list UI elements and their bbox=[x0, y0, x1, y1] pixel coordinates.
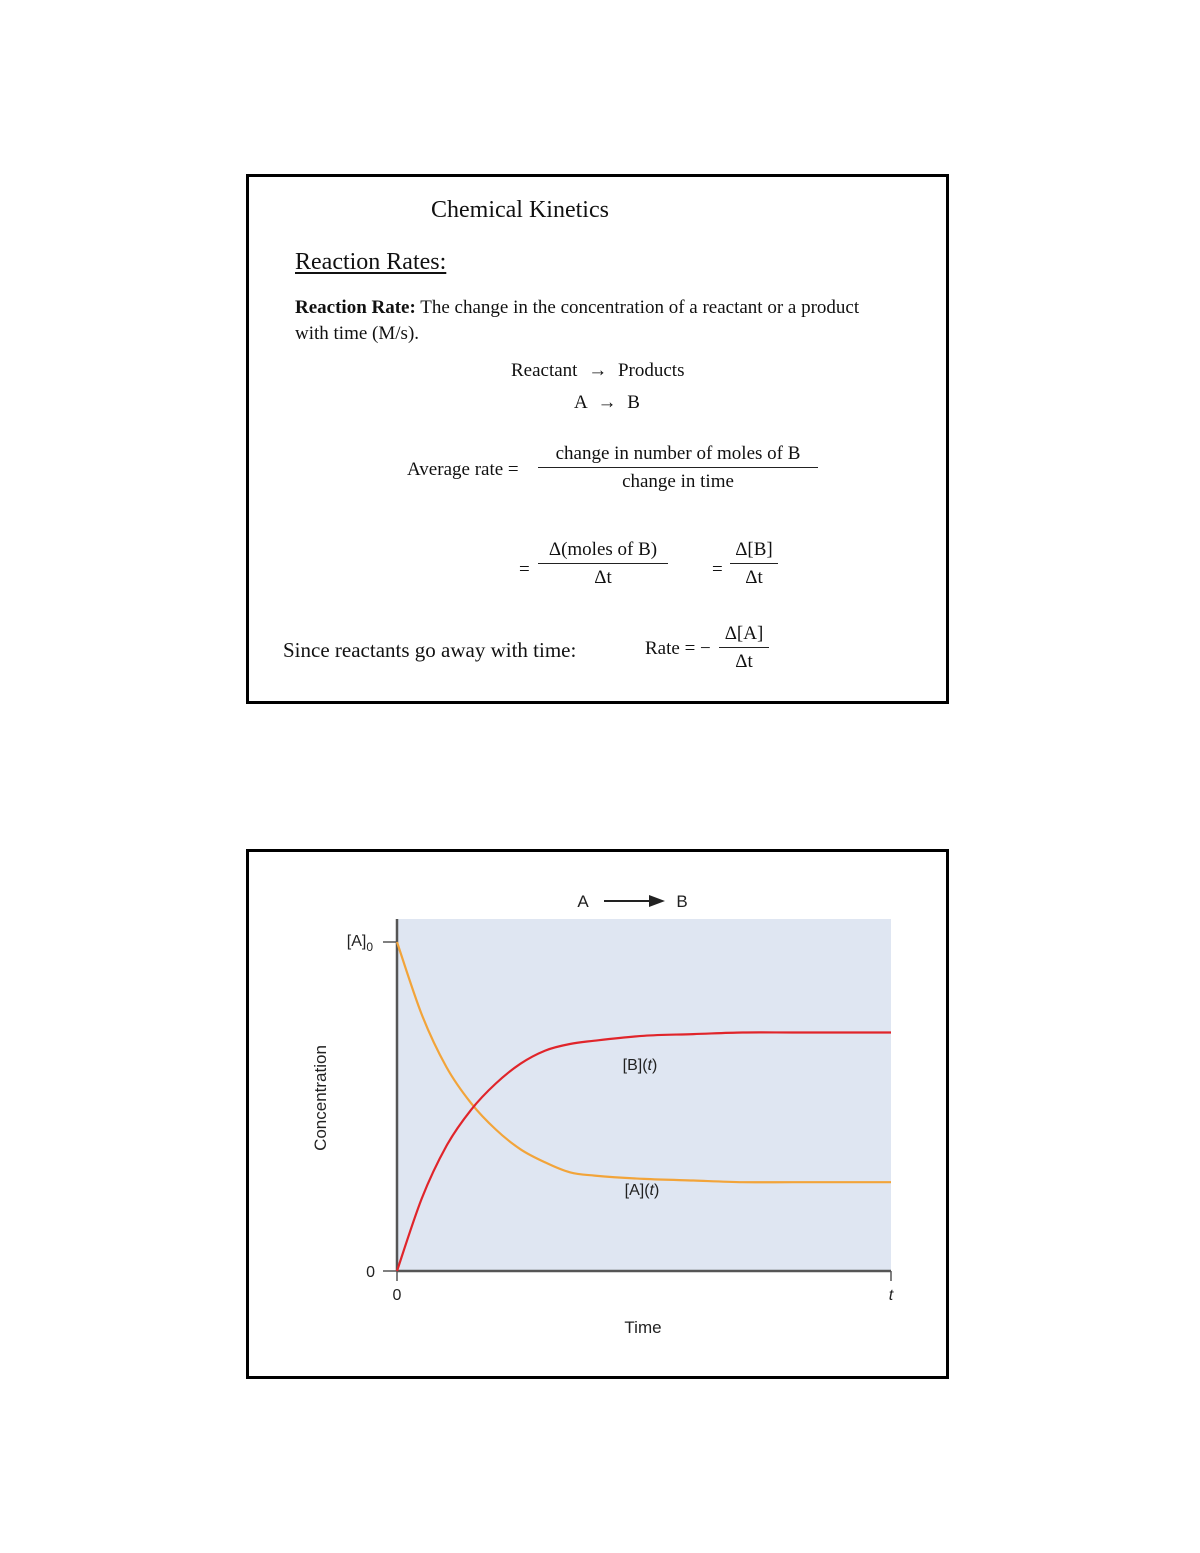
x-tick-label-end: t bbox=[888, 1287, 894, 1304]
chart-title-arrow-icon bbox=[604, 895, 665, 907]
definition-text: The change in the concentration of a reactant or a product with time (M/s). bbox=[295, 297, 860, 344]
chart-title-left: A bbox=[577, 892, 589, 911]
equation-words bbox=[511, 360, 684, 382]
delta-moles-numerator: Δ(moles of B) bbox=[538, 539, 668, 564]
since-reactants-text: Since reactants go away with time: bbox=[283, 638, 577, 662]
rate-label: Rate = − bbox=[645, 638, 711, 659]
products-word: Products bbox=[617, 360, 685, 381]
reactant-word: Reactant bbox=[511, 360, 578, 381]
rate-denominator: Δt bbox=[735, 651, 753, 672]
plot-area bbox=[397, 919, 891, 1271]
series-b-label: [B](t) bbox=[622, 1057, 658, 1074]
equation-symbols bbox=[574, 392, 640, 414]
equals-sign: = bbox=[712, 559, 723, 580]
average-rate-denominator: change in time bbox=[622, 471, 734, 492]
x-axis-title: Time bbox=[624, 1318, 662, 1337]
slide-concentration-chart bbox=[246, 849, 949, 1379]
symbol-a: A bbox=[574, 392, 587, 413]
average-rate-label: Average rate = bbox=[407, 459, 519, 480]
average-rate-fraction bbox=[538, 443, 818, 493]
delta-moles-fraction bbox=[538, 539, 668, 589]
y-axis-title: Concentration bbox=[311, 1045, 330, 1151]
slide-reaction-rates bbox=[246, 174, 949, 704]
delta-conc-denominator: Δt bbox=[745, 567, 763, 588]
delta-conc-fraction bbox=[730, 539, 778, 589]
arrow-icon: → bbox=[588, 360, 608, 381]
definition-paragraph bbox=[295, 295, 895, 347]
y-tick-label-zero: 0 bbox=[366, 1264, 375, 1281]
concentration-time-chart bbox=[249, 852, 946, 1376]
slide-title: Chemical Kinetics bbox=[431, 197, 609, 223]
definition-term: Reaction Rate: bbox=[295, 297, 416, 318]
arrow-icon: → bbox=[597, 392, 617, 413]
symbol-b: B bbox=[627, 392, 640, 413]
y-tick-label-top: $[A]_0$ bbox=[346, 933, 373, 954]
series-a-label: [A](t) bbox=[624, 1182, 660, 1199]
section-heading: Reaction Rates: bbox=[295, 249, 447, 275]
average-rate-numerator: change in number of moles of B bbox=[538, 443, 818, 468]
delta-conc-numerator: Δ[B] bbox=[730, 539, 778, 564]
delta-moles-denominator: Δt bbox=[594, 567, 612, 588]
rate-fraction bbox=[719, 623, 769, 673]
chart-title-right: B bbox=[676, 892, 688, 911]
equals-sign: = bbox=[519, 559, 530, 580]
x-tick-label-zero: 0 bbox=[392, 1287, 402, 1304]
rate-numerator: Δ[A] bbox=[719, 623, 769, 648]
